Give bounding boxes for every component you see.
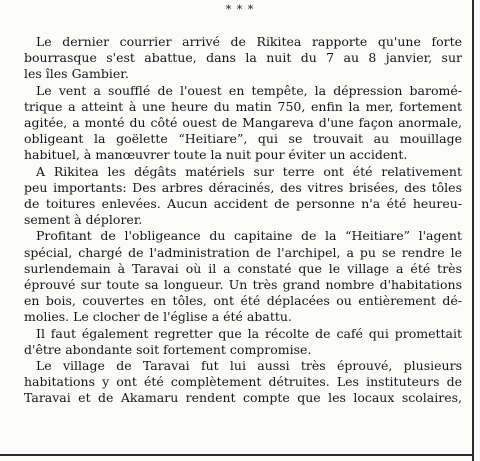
text-line: éprouvé sur toute sa longueur. Un très grand nombre d'habitations <box>24 277 462 293</box>
text-line: habituel, à manœuvrer toute la nuit pour éviter un accident. <box>24 147 408 163</box>
paragraph-6 <box>24 358 462 407</box>
section-asterism: * * * <box>225 3 255 16</box>
text-line: peu importants: Des arbres déracinés, des vitres brisées, des tôles <box>24 179 462 195</box>
article-body <box>24 34 462 407</box>
text-line: Profitant de l'obligeance du capitaine de la “Heitiare” l'agent <box>36 228 462 244</box>
paragraph-4 <box>24 228 462 325</box>
text-line: obligeant la goëlette “Heitiare”, qui se trouvait au mouillage <box>24 131 462 147</box>
text-line: de toitures enlevées. Aucun accident de personne n'a été heureu- <box>24 196 462 212</box>
text-line: Le village de Taravai fut lui aussi très éprouvé, plusieurs <box>36 358 462 374</box>
text-line: surlendemain à Taravai où il a constaté que le village a été très <box>24 260 462 276</box>
page-border-bottom <box>0 454 474 456</box>
text-line: agitée, a monté du côté ouest de Mangareva d'une façon anormale, <box>24 115 462 131</box>
paragraph-5 <box>24 326 462 358</box>
text-line: Le dernier courrier arrivé de Rikitea rapporte qu'une forte <box>36 34 462 49</box>
text-line: Il faut également regretter que la récolte de café qui promettait <box>36 325 462 341</box>
text-line: en bois, couvertes en tôles, ont été déplacées ou entièrement dé- <box>24 293 462 309</box>
text-line: trique a atteint à une heure du matin 750, enfin la mer, fortement <box>24 98 462 114</box>
text-line: A Rikitea les dégâts matériels sur terre ont été relativement <box>36 163 462 179</box>
text-line: Taravai et de Akamaru rendent compte que les locaux scolaires, <box>24 390 462 406</box>
text-line: Le vent a soufflé de l'ouest en tempête, la dépression baromé- <box>36 82 462 98</box>
text-line: spécial, chargé de l'administration de l'archipel, a pu se rendre le <box>24 244 462 260</box>
text-line: d'être abondante soit fortement compromise. <box>24 341 312 357</box>
page-border-right <box>472 0 474 461</box>
text-line: habitations y ont été complètement détruites. Les instituteurs de <box>24 374 462 390</box>
paragraph-3 <box>24 164 462 229</box>
paragraph-1 <box>24 34 462 83</box>
paragraph-2 <box>24 83 462 164</box>
text-line: les îles Gambier. <box>24 66 129 82</box>
text-line: molies. Le clocher de l'église a été abattu. <box>24 309 292 325</box>
text-line: sement à déplorer. <box>24 212 143 228</box>
text-line: bourrasque s'est abattue, dans la nuit du 7 au 8 janvier, sur <box>24 50 462 66</box>
